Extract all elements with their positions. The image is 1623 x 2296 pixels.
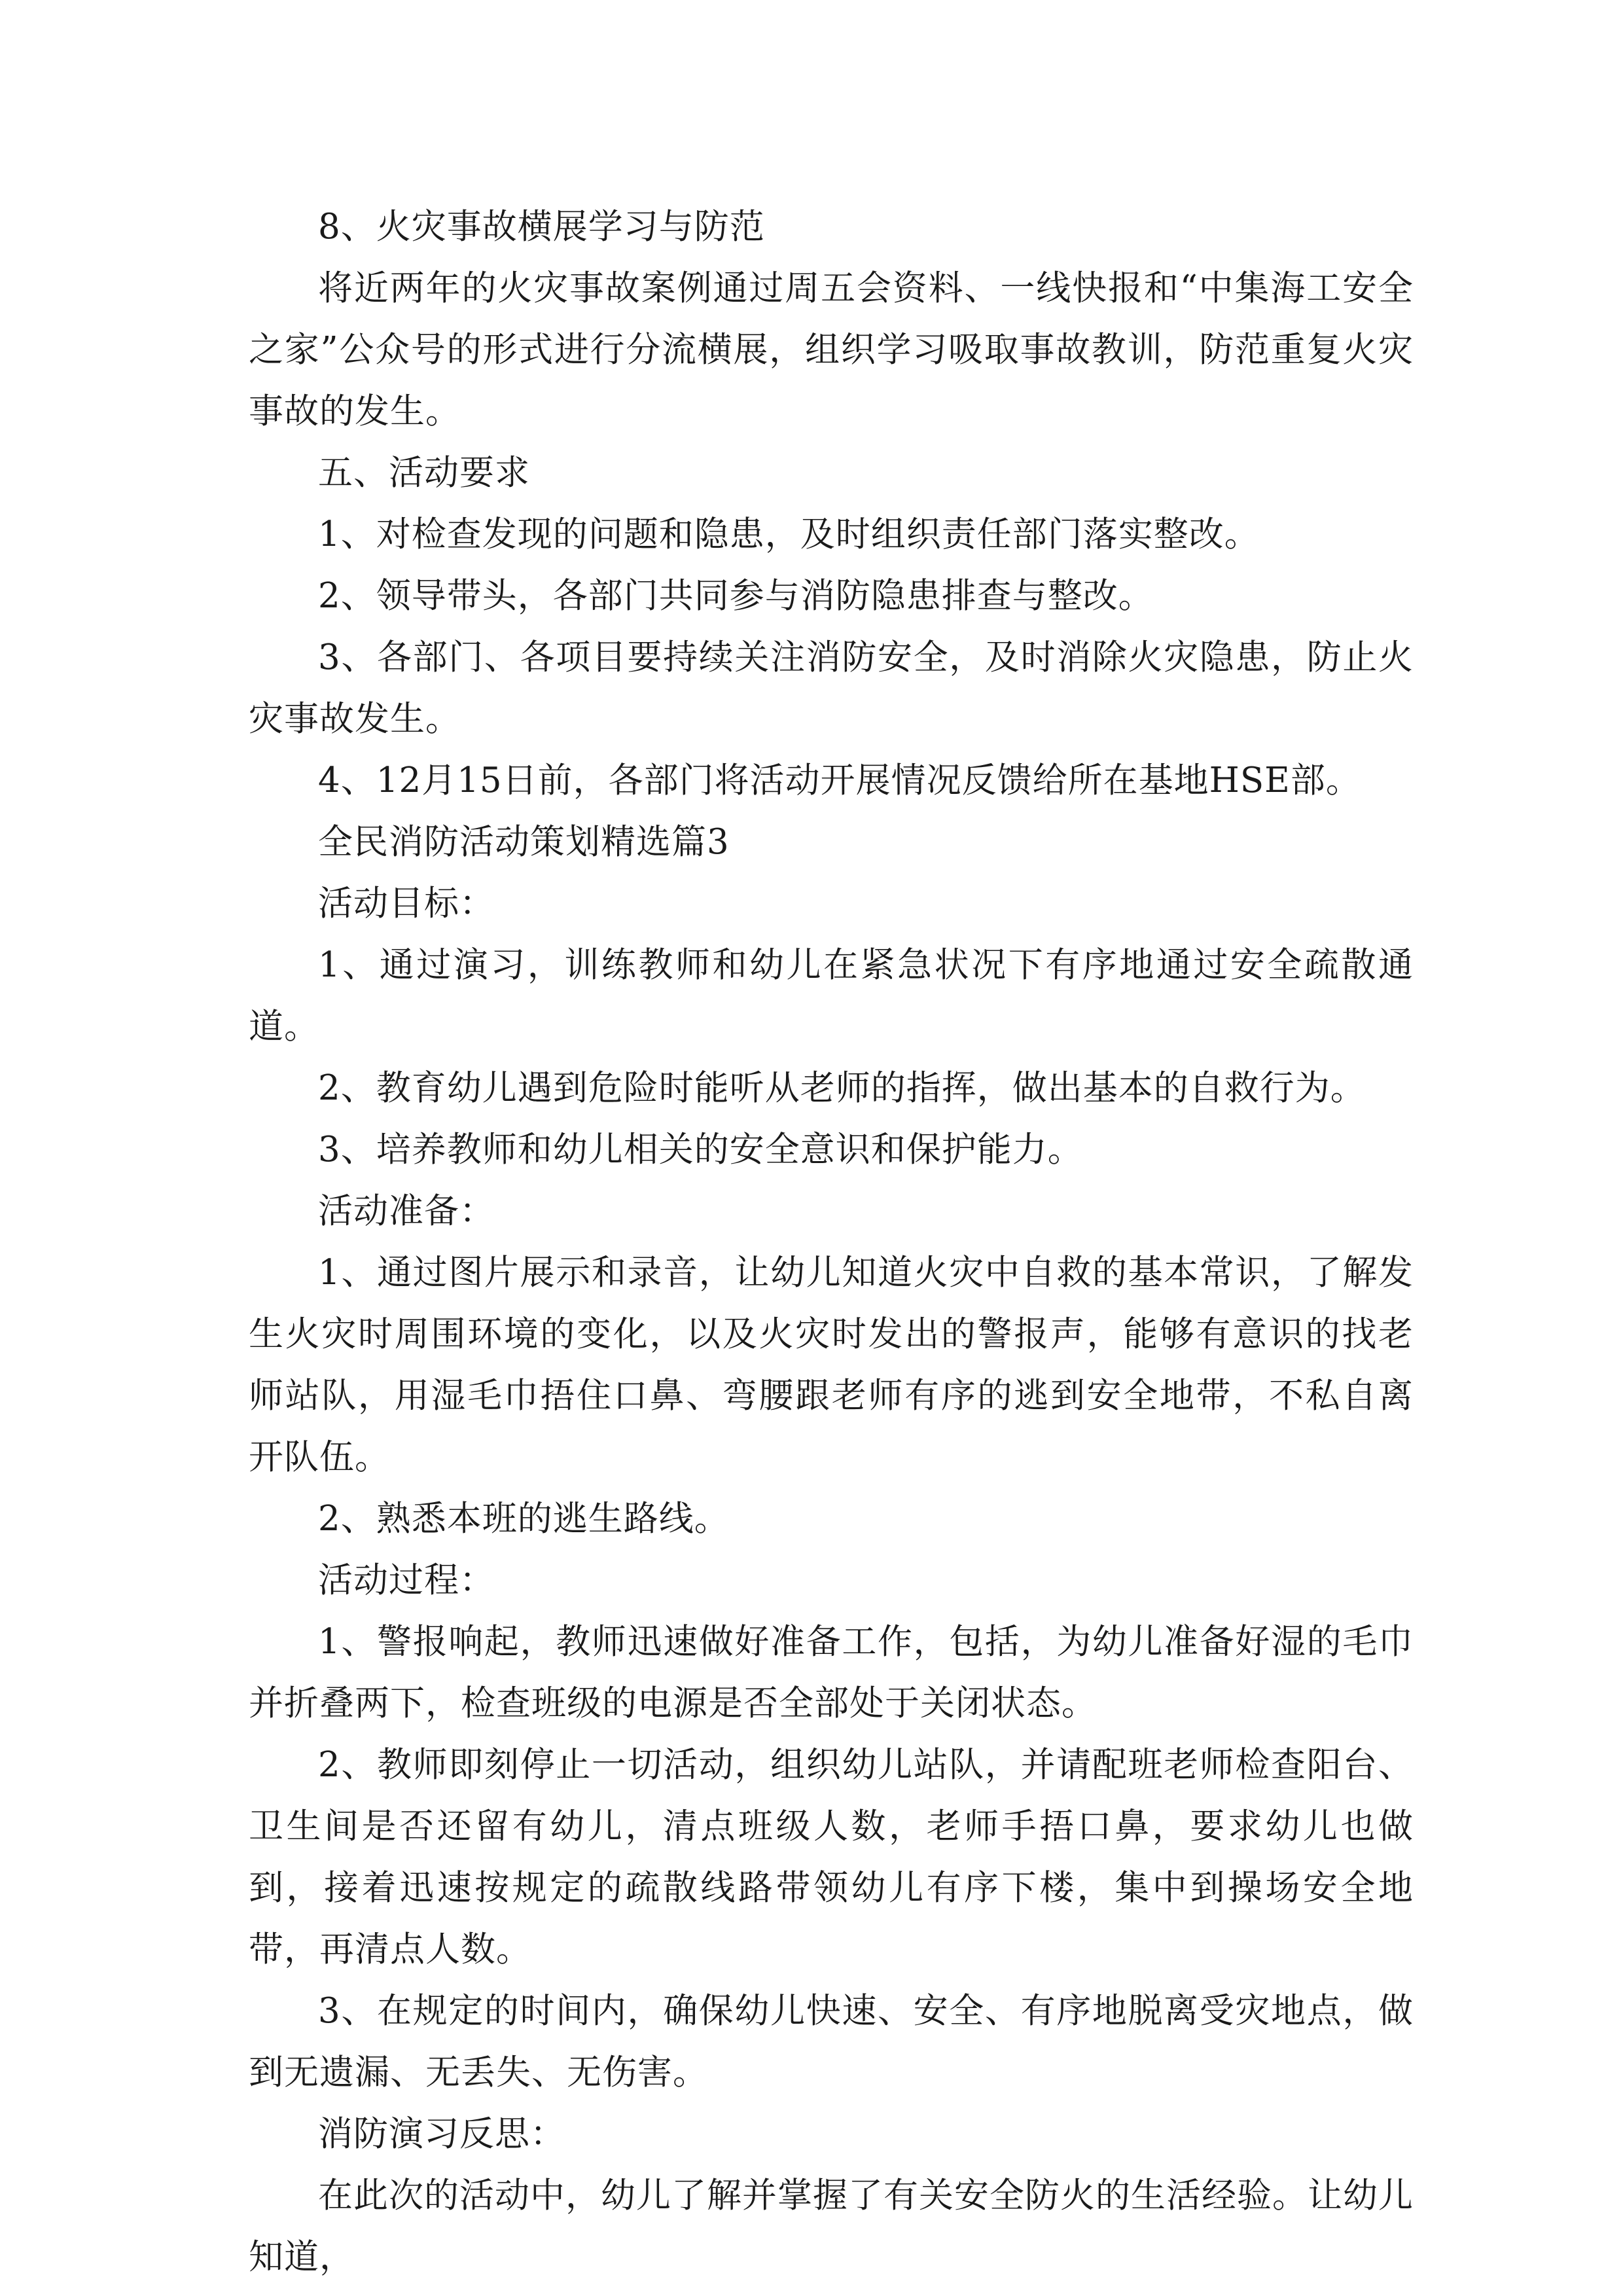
section-heading: 活动过程： xyxy=(318,1560,495,1600)
section-heading: 消防演习反思： xyxy=(318,2114,565,2154)
paragraph: 3、培养教师和幼儿相关的安全意识和保护能力。 xyxy=(318,1130,1083,1170)
article-title: 全民消防活动策划精选篇3 xyxy=(318,822,730,862)
paragraph: 4、12月15日前，各部门将活动开展情况反馈给所在基地HSE部。 xyxy=(318,761,1361,800)
section-heading: 活动准备： xyxy=(318,1191,495,1231)
paragraph: 1、警报响起，教师迅速做好准备工作，包括，为幼儿准备好湿的毛巾并折叠两下，检查班级的电源是否全部处于关闭状态。 xyxy=(249,1622,1414,1723)
section-heading: 五、活动要求 xyxy=(318,453,530,493)
paragraph: 3、各部门、各项目要持续关注消防安全，及时消除火灾隐患，防止火灾事故发生。 xyxy=(249,637,1414,739)
paragraph: 1、通过演习，训练教师和幼儿在紧急状况下有序地通过安全疏散通道。 xyxy=(249,945,1414,1047)
paragraph: 2、熟悉本班的逃生路线。 xyxy=(318,1499,730,1539)
paragraph: 3、在规定的时间内，确保幼儿快速、安全、有序地脱离受灾地点，做到无遗漏、无丢失、无伤害。 xyxy=(249,1991,1414,2092)
paragraph: 1、对检查发现的问题和隐患，及时组织责任部门落实整改。 xyxy=(318,514,1260,554)
paragraph: 1、通过图片展示和录音，让幼儿知道火灾中自救的基本常识，了解发生火灾时周围环境的变化，以及火灾时发出的警报声，能够有意识的找老师站队，用湿毛巾捂住口鼻、弯腰跟老师有序的逃到安全地带，不私自离开队伍。 xyxy=(249,1253,1414,1477)
paragraph: 2、教师即刻停止一切活动，组织幼儿站队，并请配班老师检查阳台、卫生间是否还留有幼儿，清点班级人数，老师手捂口鼻，要求幼儿也做到，接着迅速按规定的疏散线路带领幼儿有序下楼，集中到操场安全地带，再清点人数。 xyxy=(249,1745,1414,1969)
document-body xyxy=(249,196,1414,2288)
paragraph: 2、教育幼儿遇到危险时能听从老师的指挥，做出基本的自救行为。 xyxy=(318,1068,1366,1108)
paragraph: 2、领导带头，各部门共同参与消防隐患排查与整改。 xyxy=(318,576,1154,616)
paragraph: 在此次的活动中，幼儿了解并掌握了有关安全防火的生活经验。让幼儿知道， xyxy=(249,2176,1414,2277)
paragraph: 将近两年的火灾事故案例通过周五会资料、一线快报和“中集海工安全之家”公众号的形式进行分流横展，组织学习吸取事故教训，防范重复火灾事故的发生。 xyxy=(249,268,1414,431)
paragraph: 8、火灾事故横展学习与防范 xyxy=(318,207,765,247)
section-heading: 活动目标： xyxy=(318,884,495,924)
